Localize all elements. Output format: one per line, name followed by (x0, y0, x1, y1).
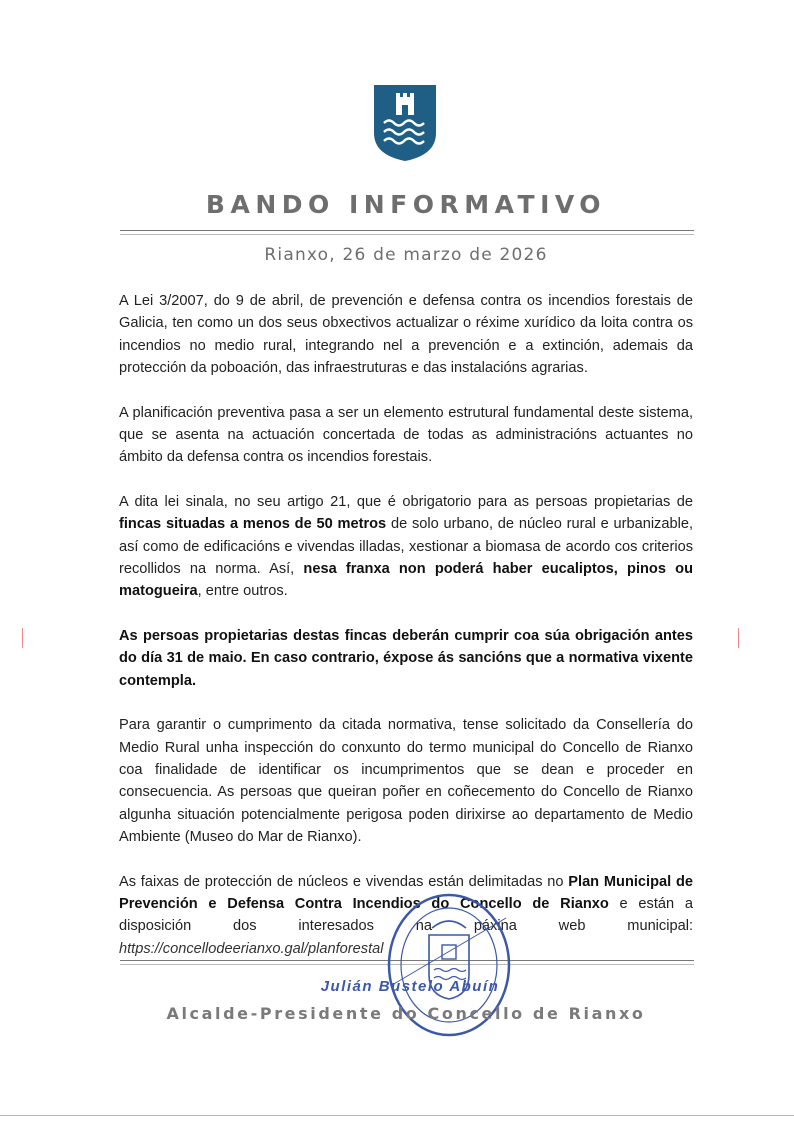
emphasis-distance: fincas situadas a menos de 50 metros (119, 516, 387, 533)
title-divider (120, 230, 694, 235)
signatory-role: Alcalde-Presidente do Concello de Rianxo (166, 1004, 646, 1023)
paragraph-deadline (119, 625, 693, 692)
paragraph-obligation (119, 491, 693, 603)
signatory-name: Julián Bustelo Abuín (320, 978, 500, 995)
notice-body (119, 290, 693, 982)
paragraph-inspection: Para garantir o cumprimento da citada normativa, tense solicitado da Consellería do Medio Rural unha inspección do conxunto do termo municipal do Concello de Rianxo coa finalidade de identificar os incumprimentos que se dean e proceder en consecuencia. As persoas que queiran poñer en coñecemento do Concello de Rianxo algunha situación potencialmente perigosa poden dirixirse ao departamento de Medio Ambiente (Museo do Mar de Rianxo). (119, 717, 693, 846)
paragraph-text: As faixas de protección de núcleos e vivendas están delimitadas no (119, 873, 569, 890)
paragraph-law: A Lei 3/2007, do 9 de abril, de prevención e defensa contra os incendios forestais de Galicia, ten como un dos seus obxectivos actualizar o réxime xurídico da loita contra os incendios no medio rural, integrando nel a prevención e a extinción, ademais da protección da poboación, das infraestruturas e das instalacións agrarias. (119, 293, 693, 377)
plan-name: Plan Municipal de Prevención e Defensa Contra Incendios do Concello de Rianxo (119, 873, 693, 912)
page-title: BANDO INFORMATIVO (205, 190, 607, 219)
paragraph-text: , entre outros. (197, 583, 288, 600)
paragraph-text: A dita lei sinala, no seu artigo 21, que é obrigatorio para as persoas propietarias de (119, 493, 693, 510)
page-bottom-edge (0, 1115, 794, 1116)
planforestal-link[interactable]: https://concellodeerianxo.gal/planforestal (119, 940, 384, 957)
paragraph-text: e están a disposición dos interesados na páxina web municipal: (119, 895, 693, 935)
paragraph-planning: A planificación preventiva pasa a ser un elemento estrutural fundamental deste sistema, que se asenta na actuación concertada de todas as administracións actuantes no ámbito da defensa contra os incendios forestais. (119, 404, 693, 466)
coat-of-arms-logo-icon (374, 85, 436, 161)
document-date: Rianxo, 26 de marzo de 2026 (264, 245, 548, 265)
deadline-warning: As persoas propietarias destas fincas deberán cumprir coa súa obrigación antes do día 31 de maio. En caso contrario, éxpose ás sancións que a normativa vixente contempla. (119, 627, 693, 689)
paragraph-text: de solo urbano, de núcleo rural e urbanizable, así como de edificacións e vivendas illadas, xestionar a biomasa de acordo cos criterios recollidos na norma. Así, (119, 516, 693, 578)
margin-mark-left (22, 628, 23, 648)
margin-mark-right (738, 628, 739, 648)
emphasis-prohibited-species: nesa franxa non poderá haber eucaliptos, pinos ou matogueira (119, 561, 693, 600)
